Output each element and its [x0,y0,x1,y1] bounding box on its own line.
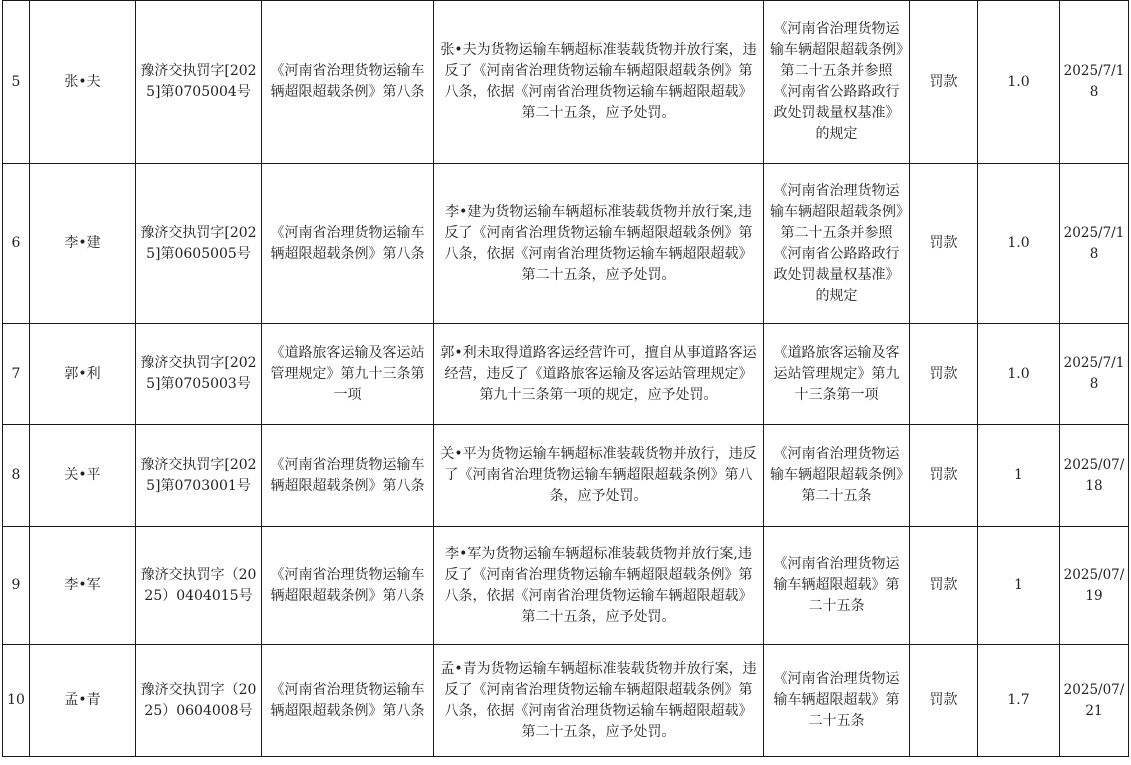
decision-date: 2025/07/21 [1060,645,1129,757]
decision-date: 2025/7/18 [1060,1,1129,164]
row-index: 8 [3,425,30,527]
decision-date: 2025/07/19 [1060,527,1129,645]
table-row [3,425,1129,527]
violation-facts: 张•夫为货物运输车辆超标准装载货物并放行案，违反了《河南省治理货物运输车辆超限超载条例》第八条，依据《河南省治理货物运输车辆超限超载》第二十五条，应予处罚。 [434,1,764,164]
penalty-basis: 《河南省治理货物运输车辆超限超载条例》第二十五条并参照《河南省公路路政行政处罚裁量权基准》的规定 [764,1,910,164]
violated-law: 《道路旅客运输及客运站管理规定》第九十三条第一项 [262,324,434,425]
penalty-amount: 1.7 [978,645,1060,757]
violation-facts: 李•建为货物运输车辆超标准装载货物并放行案,违反了《河南省治理货物运输车辆超限超载条例》第八条，依据《河南省治理货物运输车辆超限超载》第二十五条，应予处罚。 [434,164,764,324]
penalty-basis: 《河南省治理货物运输车辆超限超载》第二十五条 [764,527,910,645]
party-name: 张•夫 [30,1,136,164]
row-index: 5 [3,1,30,164]
table-row [3,164,1129,324]
penalty-type: 罚款 [910,1,978,164]
violated-law: 《河南省治理货物运输车辆超限超载条例》第八条 [262,645,434,757]
violation-facts: 关•平为货物运输车辆超标准装载货物并放行，违反了《河南省治理货物运输车辆超限超载条例》第八条，应予处罚。 [434,425,764,527]
party-name: 关•平 [30,425,136,527]
table-row [3,324,1129,425]
penalty-basis: 《道路旅客运输及客运站管理规定》第九十三条第一项 [764,324,910,425]
decision-date: 2025/7/18 [1060,324,1129,425]
penalty-type: 罚款 [910,527,978,645]
penalty-type: 罚款 [910,324,978,425]
violated-law: 《河南省治理货物运输车辆超限超载条例》第八条 [262,425,434,527]
decision-date: 2025/7/18 [1060,164,1129,324]
row-index: 7 [3,324,30,425]
party-name: 孟•青 [30,645,136,757]
penalty-basis: 《河南省治理货物运输车辆超限超载条例》第二十五条 [764,425,910,527]
penalty-amount: 1 [978,527,1060,645]
row-index: 6 [3,164,30,324]
decision-number: 豫济交执罚字[2025]第0705003号 [136,324,262,425]
penalty-amount: 1.0 [978,164,1060,324]
party-name: 李•军 [30,527,136,645]
decision-number: 豫济交执罚字[2025]第0605005号 [136,164,262,324]
decision-number: 豫济交执罚字[2025]第0705004号 [136,1,262,164]
violated-law: 《河南省治理货物运输车辆超限超载条例》第八条 [262,1,434,164]
decision-date: 2025/07/18 [1060,425,1129,527]
decision-number: 豫济交执罚字[2025]第0703001号 [136,425,262,527]
decision-number: 豫济交执罚字（2025）0404015号 [136,527,262,645]
row-index: 10 [3,645,30,757]
penalty-basis: 《河南省治理货物运输车辆超限超载条例》第二十五条并参照《河南省公路路政行政处罚裁量权基准》的规定 [764,164,910,324]
party-name: 李•建 [30,164,136,324]
penalty-type: 罚款 [910,164,978,324]
violation-facts: 孟•青为货物运输车辆超标准装载货物并放行案，违反了《河南省治理货物运输车辆超限超载条例》第八条，依据《河南省治理货物运输车辆超限超载》第二十五条，应予处罚。 [434,645,764,757]
violated-law: 《河南省治理货物运输车辆超限超载条例》第八条 [262,164,434,324]
row-index: 9 [3,527,30,645]
table-row [3,645,1129,757]
penalty-amount: 1.0 [978,1,1060,164]
penalty-basis: 《河南省治理货物运输车辆超限超载》第二十五条 [764,645,910,757]
penalty-table [2,0,1129,757]
penalty-amount: 1.0 [978,324,1060,425]
penalty-amount: 1 [978,425,1060,527]
table-row [3,527,1129,645]
party-name: 郭•利 [30,324,136,425]
violated-law: 《河南省治理货物运输车辆超限超载条例》第八条 [262,527,434,645]
penalty-type: 罚款 [910,425,978,527]
violation-facts: 李•军为货物运输车辆超标准装载货物并放行案,违反了《河南省治理货物运输车辆超限超载条例》第八条，依据《河南省治理货物运输车辆超限超载》第二十五条，应予处罚。 [434,527,764,645]
penalty-type: 罚款 [910,645,978,757]
table-row [3,1,1129,164]
violation-facts: 郭•利未取得道路客运经营许可，擅自从事道路客运经营，违反了《道路旅客运输及客运站管理规定》第九十三条第一项的规定，应予处罚。 [434,324,764,425]
decision-number: 豫济交执罚字（2025）0604008号 [136,645,262,757]
